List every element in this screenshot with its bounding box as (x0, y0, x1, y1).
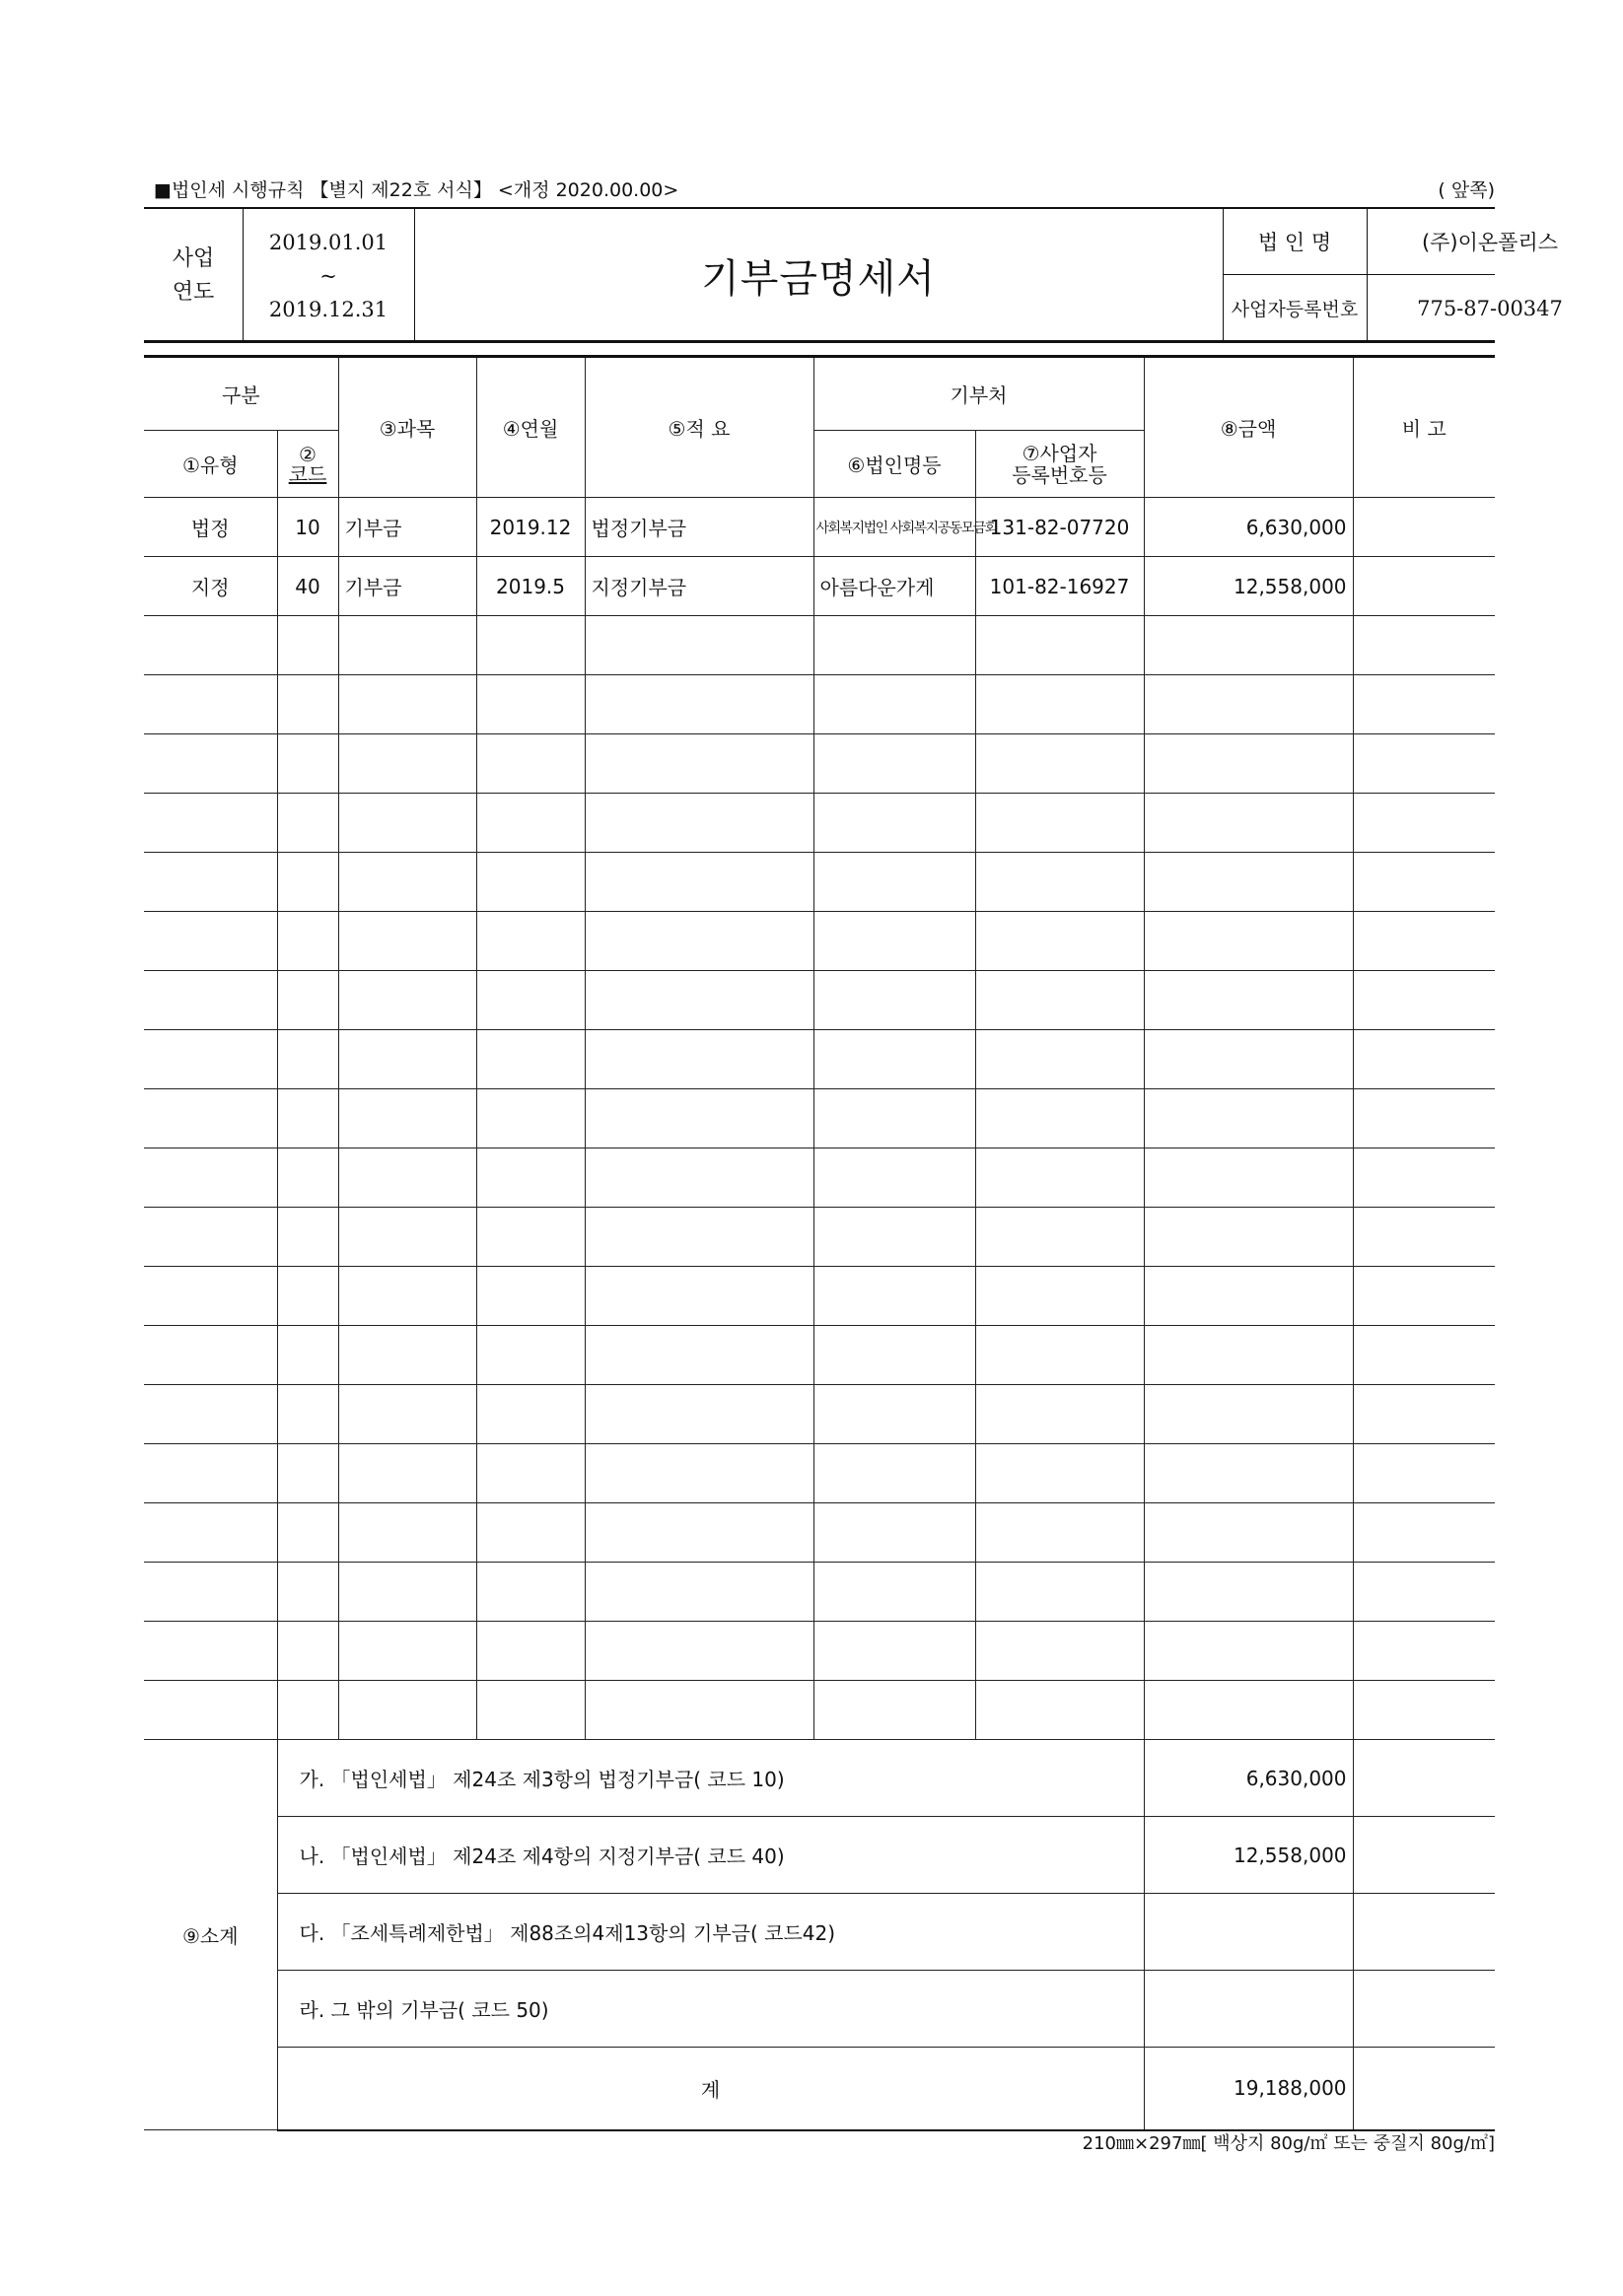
empty-row (144, 1267, 1495, 1326)
col-type: ①유형 (144, 431, 277, 498)
empty-row (144, 971, 1495, 1030)
col-year-month: ④연월 (476, 357, 585, 498)
fiscal-year-label-line1: 사업 (172, 245, 215, 271)
subtotal-row (144, 1740, 1495, 1817)
subtotal-row (144, 1817, 1495, 1894)
empty-row (144, 794, 1495, 853)
reg-no-label: 사업자등록번호 (1231, 299, 1359, 320)
subtotal-desc: 나. 「법인세법」 제24조 제4항의 지정기부금( 코드 40) (277, 1817, 1144, 1894)
corp-name-value: (주)이온폴리스 (1421, 231, 1559, 254)
empty-row (144, 616, 1495, 675)
row-code: 10 (277, 498, 338, 557)
paper-spec-note: 210㎜×297㎜[ 백상지 80g/㎡ 또는 중질지 80g/㎡] (1082, 2133, 1495, 2154)
row-amount: 12,558,000 (1144, 557, 1353, 616)
empty-row (144, 1148, 1495, 1208)
empty-row (144, 1563, 1495, 1622)
total-label: 계 (277, 2048, 1144, 2130)
row-code: 40 (277, 557, 338, 616)
empty-row (144, 1208, 1495, 1267)
row-subject: 기부금 (338, 498, 476, 557)
col-code-label: 코드 (288, 461, 327, 486)
subtotal-desc: 라. 그 밖의 기부금( 코드 50) (277, 1971, 1144, 2048)
row-corp-name: 아름다운가게 (813, 557, 975, 616)
empty-row (144, 675, 1495, 734)
form-header (144, 174, 1495, 203)
fiscal-year-label-line2: 연도 (172, 279, 215, 305)
row-note (1353, 498, 1495, 557)
empty-row (144, 912, 1495, 971)
row-reg-no: 101-82-16927 (975, 557, 1144, 616)
row-type: 지정 (144, 557, 277, 616)
col-summary: ⑤적 요 (585, 357, 813, 498)
col-code-number: ② (299, 442, 317, 466)
page-title: 기부금명세서 (701, 256, 936, 302)
col-reg-no-line2: 등록번호등 (1012, 462, 1107, 487)
form-title-block (144, 207, 1563, 343)
empty-row (144, 1503, 1495, 1563)
empty-row (144, 1444, 1495, 1503)
row-corp-name: 사회복지법인 사회복지공동모금회 (813, 498, 975, 557)
empty-row (144, 1326, 1495, 1385)
table-row (144, 498, 1495, 557)
total-row (144, 2048, 1495, 2130)
col-code (277, 431, 338, 498)
empty-row (144, 1030, 1495, 1089)
col-reg-no-line1: ⑦사업자 (1022, 441, 1097, 465)
empty-row (144, 1385, 1495, 1444)
subtotal-amount: 12,558,000 (1144, 1817, 1353, 1894)
fiscal-year-label (144, 209, 243, 342)
row-summary: 지정기부금 (585, 557, 813, 616)
empty-row (144, 734, 1495, 794)
subtotal-desc: 다. 「조세특례제한법」 제88조의4제13항의 기부금( 코드42) (277, 1894, 1144, 1971)
period-end: 2019.12.31 (268, 297, 388, 321)
subtotal-label: ⑨소계 (144, 1740, 277, 2130)
donation-table (144, 355, 1495, 2131)
subtotal-amount: 6,630,000 (1144, 1740, 1353, 1817)
fiscal-period (243, 209, 414, 342)
subtotal-row (144, 1894, 1495, 1971)
page-side-label: ( 앞쪽) (1438, 179, 1495, 201)
row-summary: 법정기부금 (585, 498, 813, 557)
empty-row (144, 1681, 1495, 1740)
empty-row (144, 853, 1495, 912)
row-reg-no: 131-82-07720 (975, 498, 1144, 557)
subtotal-amount (1144, 1894, 1353, 1971)
row-subject: 기부금 (338, 557, 476, 616)
col-subject: ③과목 (338, 357, 476, 498)
row-amount: 6,630,000 (1144, 498, 1353, 557)
regulation-reference: ■법인세 시행규칙 【별지 제22호 서식】 <개정 2020.00.00> (154, 179, 679, 201)
corp-name-label: 법 인 명 (1257, 231, 1332, 254)
col-category: 구분 (144, 357, 338, 431)
col-reg-no (975, 431, 1144, 498)
reg-no-value: 775-87-00347 (1417, 296, 1563, 320)
row-note (1353, 557, 1495, 616)
row-year-month: 2019.5 (476, 557, 585, 616)
period-start: 2019.01.01 (268, 230, 388, 254)
col-amount: ⑧금액 (1144, 357, 1353, 498)
table-row (144, 557, 1495, 616)
total-amount: 19,188,000 (1144, 2048, 1353, 2130)
col-note: 비 고 (1353, 357, 1495, 498)
subtotal-desc: 가. 「법인세법」 제24조 제3항의 법정기부금( 코드 10) (277, 1740, 1144, 1817)
period-separator: ~ (319, 263, 337, 288)
row-type: 법정 (144, 498, 277, 557)
subtotal-amount (1144, 1971, 1353, 2048)
row-year-month: 2019.12 (476, 498, 585, 557)
empty-row (144, 1622, 1495, 1681)
col-donee: 기부처 (813, 357, 1144, 431)
empty-row (144, 1089, 1495, 1148)
col-corp-name: ⑥법인명등 (813, 431, 975, 498)
subtotal-row (144, 1971, 1495, 2048)
